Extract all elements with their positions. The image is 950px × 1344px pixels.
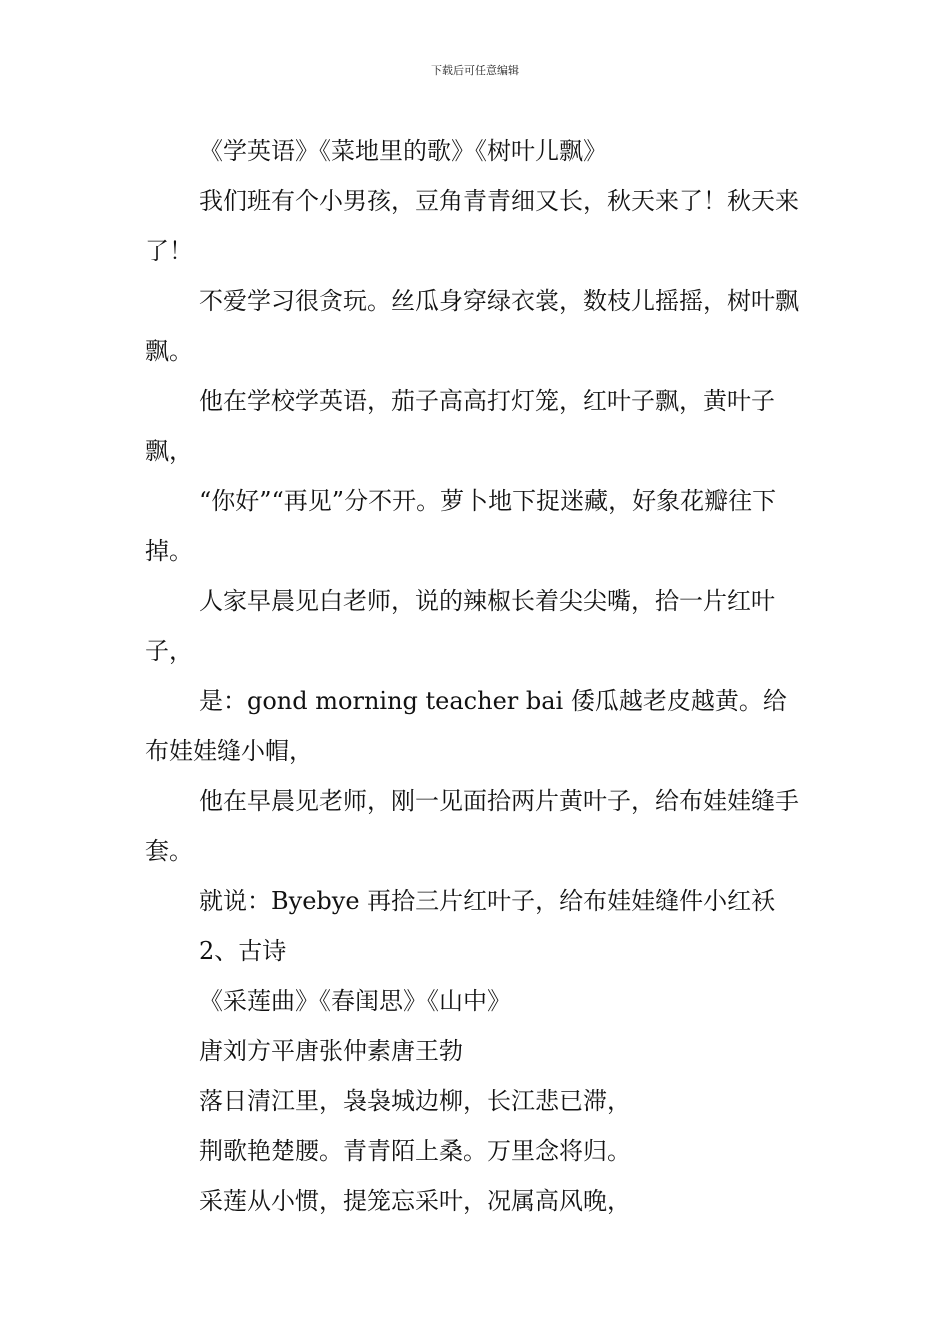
poem-authors: 唐刘方平唐张仲素唐王勃 bbox=[199, 1037, 463, 1065]
paragraph: 我们班有个小男孩，豆角青青细又长，秋天来了！秋天来了！ bbox=[145, 187, 799, 265]
document-body bbox=[145, 126, 810, 1226]
paragraph-titles: 《学英语》《菜地里的歌》《树叶儿飘》 bbox=[199, 137, 607, 165]
paragraph: 他在早晨见老师，刚一见面拾两片黄叶子，给布娃娃缝手套。 bbox=[145, 787, 799, 865]
text-line: 就说：Byebye 再拾三片红叶子，给布娃娃缝件小红袄 bbox=[199, 887, 776, 915]
page-header: 下载后可任意编辑 bbox=[431, 64, 519, 77]
paragraph: 他在学校学英语，茄子高高打灯笼，红叶子飘，黄叶子飘， bbox=[145, 387, 775, 465]
paragraph: 不爱学习很贪玩。丝瓜身穿绿衣裳，数枝儿摇摇，树叶飘飘。 bbox=[145, 287, 799, 365]
paragraph: 是：gond morning teacher bai 倭瓜越老皮越黄。给布娃娃缝小帽， bbox=[145, 687, 787, 765]
paragraph: 人家早晨见白老师，说的辣椒长着尖尖嘴，拾一片红叶子， bbox=[145, 587, 775, 665]
poem-line: 荆歌艳楚腰。青青陌上桑。万里念将归。 bbox=[199, 1137, 631, 1165]
poem-titles: 《采莲曲》《春闺思》《山中》 bbox=[199, 987, 511, 1015]
paragraph: “你好”“再见”分不开。萝卜地下捉迷藏，好象花瓣往下掉。 bbox=[145, 487, 777, 565]
poem-line: 采莲从小惯，提笼忘采叶，况属高风晚， bbox=[199, 1187, 631, 1215]
section-heading: 2、古诗 bbox=[199, 937, 287, 965]
poem-line: 落日清江里，袅袅城边柳，长江悲已滞， bbox=[199, 1087, 631, 1115]
